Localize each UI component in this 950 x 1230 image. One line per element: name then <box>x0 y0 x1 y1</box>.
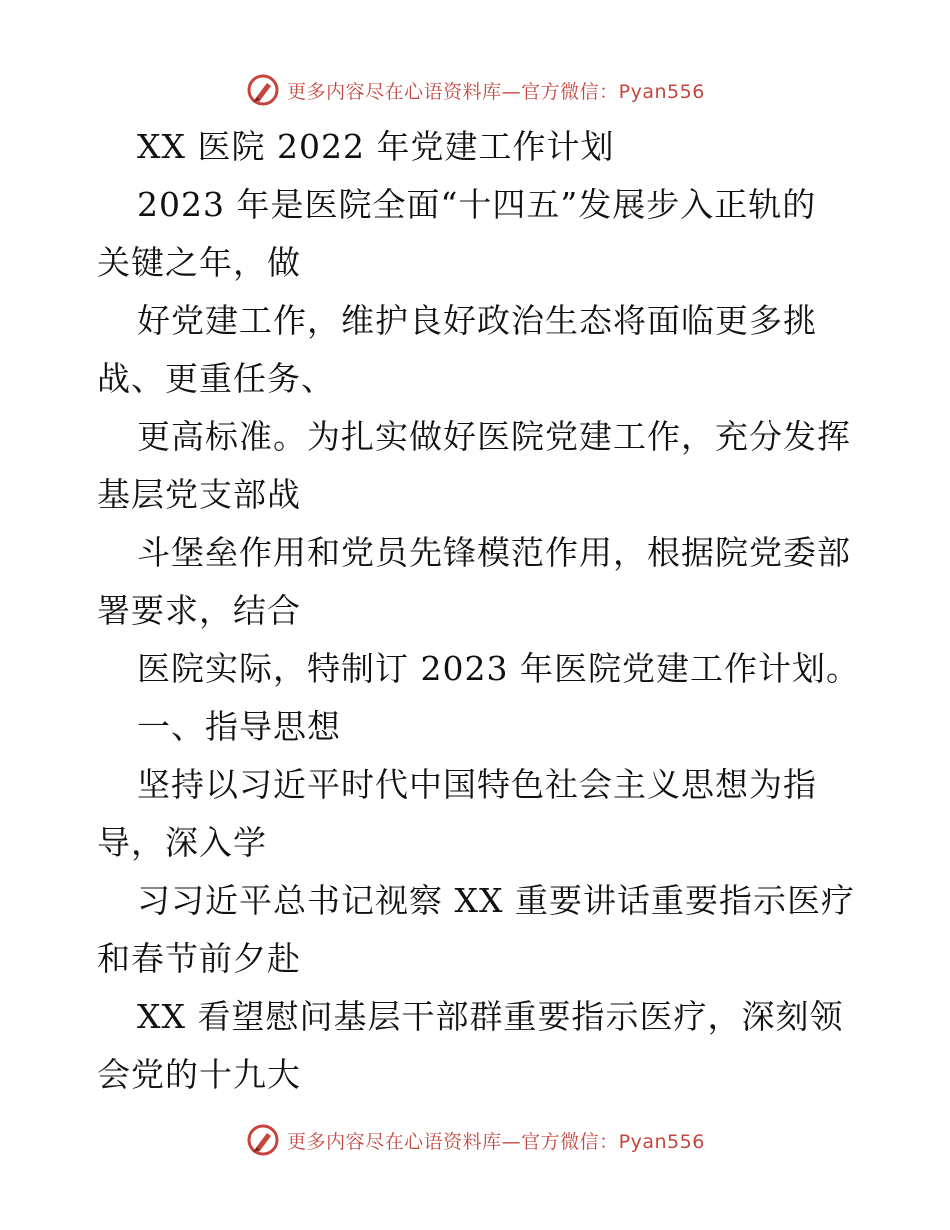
text-line: 2023 年是医院全面“十四五”发展步入正轨的 <box>137 185 817 224</box>
pen-logo-icon <box>245 1122 281 1158</box>
text-line: 署要求，结合 <box>97 591 301 630</box>
watermark-text: 更多内容尽在心语资料库—官方微信：Pyan556 <box>287 1130 705 1153</box>
section-heading: 一、指导思想 <box>137 707 341 746</box>
text-line: 习习近平总书记视察 XX 重要讲话重要指示医疗 <box>137 881 855 920</box>
watermark-text: 更多内容尽在心语资料库—官方微信：Pyan556 <box>287 80 705 103</box>
text-line: 斗堡垒作用和党员先锋模范作用，根据院党委部 <box>137 533 851 572</box>
text-line: XX 看望慰问基层干部群重要指示医疗，深刻领 <box>137 997 844 1036</box>
text-line: 基层党支部战 <box>97 475 301 514</box>
text-line: 会党的十九大 <box>97 1055 301 1094</box>
text-line: 更高标准。为扎实做好医院党建工作，充分发挥 <box>137 417 851 456</box>
watermark-banner-bottom <box>0 1120 950 1160</box>
document-body <box>97 118 867 1104</box>
text-line: 战、更重任务、 <box>97 359 335 398</box>
text-line: 导，深入学 <box>97 823 267 862</box>
pen-logo-icon <box>245 72 281 108</box>
watermark-banner-top <box>0 70 950 110</box>
document-title: XX 医院 2022 年党建工作计划 <box>137 127 615 166</box>
text-line: 好党建工作，维护良好政治生态将面临更多挑 <box>137 301 817 340</box>
text-line: 关键之年，做 <box>97 243 301 282</box>
text-line: 坚持以习近平时代中国特色社会主义思想为指 <box>137 765 817 804</box>
text-line: 和春节前夕赴 <box>97 939 301 978</box>
text-line: 医院实际，特制订 2023 年医院党建工作计划。 <box>137 649 860 688</box>
